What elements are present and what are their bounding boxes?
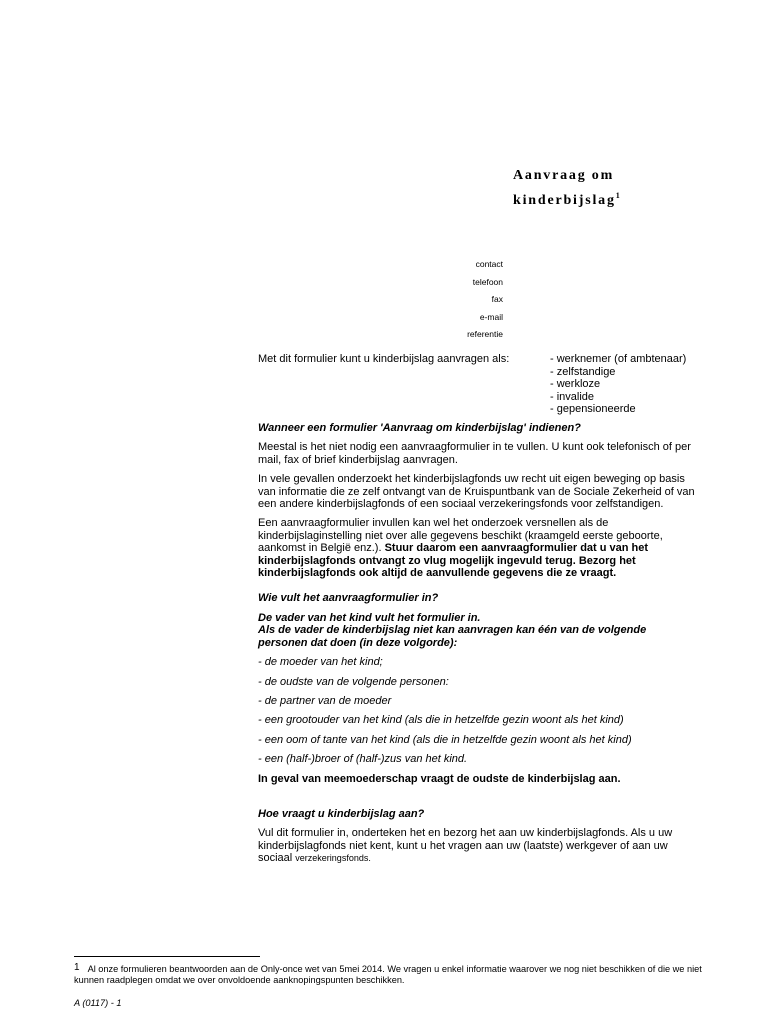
paragraph-send-form	[258, 517, 698, 579]
main-content	[258, 422, 698, 872]
paragraph-how-small: verzekeringsfonds.	[295, 853, 371, 864]
paragraph-how	[258, 827, 698, 864]
co-mother-note: In geval van meemoederschap vraagt de oudste de kinderbijslag aan.	[258, 772, 621, 785]
contact-label: contact	[475, 259, 503, 269]
paragraph-how-text: Vul dit formulier in, onderteken het en bezorg het aan uw kinderbijslagfonds. Als u uw kinderbijslagfonds niet kent, kunt u het vragen aan uw (laatste) werkgever of aan uw sociaal	[258, 827, 673, 865]
footnote-number: 1	[74, 962, 80, 973]
contact-labels	[360, 256, 503, 344]
role-item: - gepensioneerde	[550, 403, 636, 416]
paragraph: Meestal is het niet nodig een aanvraagformulier in te vullen. U kunt ook telefonisch of per mail, fax of brief kinderbijslag aanvragen.	[258, 441, 691, 466]
section-heading-how: Hoe vraagt u kinderbijslag aan?	[258, 807, 425, 820]
role-item: - invalide	[550, 390, 595, 403]
page-code: A (0117) - 1	[74, 998, 122, 1008]
person-item: - de partner van de moeder	[258, 694, 392, 707]
role-item: - werkloze	[550, 378, 601, 391]
person-item: - de moeder van het kind;	[258, 656, 383, 669]
paragraph-normal-part: Een aanvraagformulier invullen kan wel het onderzoek versnellen als de kinderbijslaginstelling niet over alle gegevens beschikt (kraamgeld eerste geboorte, aankomst in België enz.).	[258, 517, 663, 555]
intro-text: Met dit formulier kunt u kinderbijslag aanvragen als:	[258, 353, 510, 365]
title-footnote-ref: 1	[615, 191, 620, 200]
person-item: - een oom of tante van het kind (als die in hetzelfde gezin woont als het kind)	[258, 733, 632, 746]
title-line-2	[513, 186, 753, 211]
section-heading-when: Wanneer een formulier 'Aanvraag om kinderbijslag' indienen?	[258, 422, 581, 434]
lead-father: De vader van het kind vult het formulier in.	[258, 611, 481, 624]
lead-others: Als de vader de kinderbijslag niet kan aanvragen kan één van de volgende personen dat doen (in deze volgorde):	[258, 624, 647, 649]
paragraph-bold-part: Stuur daarom een aanvraagformulier dat u van het kinderbijslagfonds ontvangt zo vlug mogelijk ingevuld terug. Bezorg het kinderbijslagfonds ook altijd de aanvullende gegevens die ze vraagt.	[258, 542, 649, 580]
person-item: - een grootouder van het kind (als die in hetzelfde gezin woont als het kind)	[258, 714, 624, 727]
title-line-1: Aanvraag om	[513, 168, 615, 183]
footnote-text: Al onze formulieren beantwoorden aan de Only-once wet van 5mei 2014. We vragen u enkel informatie waarover we nog niet beschikken of die we niet kunnen raadplegen omdat we over onvoldoende aanknopingspunten beschikken.	[74, 964, 702, 986]
telefoon-label: telefoon	[472, 276, 503, 287]
section-heading-who: Wie vult het aanvraagformulier in?	[258, 592, 439, 605]
referentie-label: referentie	[467, 329, 503, 339]
email-label: e-mail	[479, 311, 503, 322]
role-item: - zelfstandige	[550, 365, 616, 378]
footnote-divider	[74, 956, 260, 957]
paragraph: In vele gevallen onderzoekt het kinderbijslagfonds uw recht uit eigen beweging op basis van informatie die ze zelf ontvangt van de Kruispuntbank van de Sociale Zekerheid of van een andere kinderbijslagfonds of een sociaal verzekeringsfonds voor zelfstandigen.	[258, 473, 695, 511]
fax-label: fax	[491, 294, 503, 304]
role-item: - werknemer (of ambtenaar)	[550, 353, 687, 365]
person-item: - de oudste van de volgende personen:	[258, 675, 449, 688]
person-item: - een (half-)broer of (half-)zus van het kind.	[258, 753, 468, 766]
document-title	[513, 166, 753, 211]
title-line-2-text: kinderbijslag	[513, 193, 616, 208]
footnote	[74, 962, 714, 987]
roles-list	[550, 353, 686, 416]
